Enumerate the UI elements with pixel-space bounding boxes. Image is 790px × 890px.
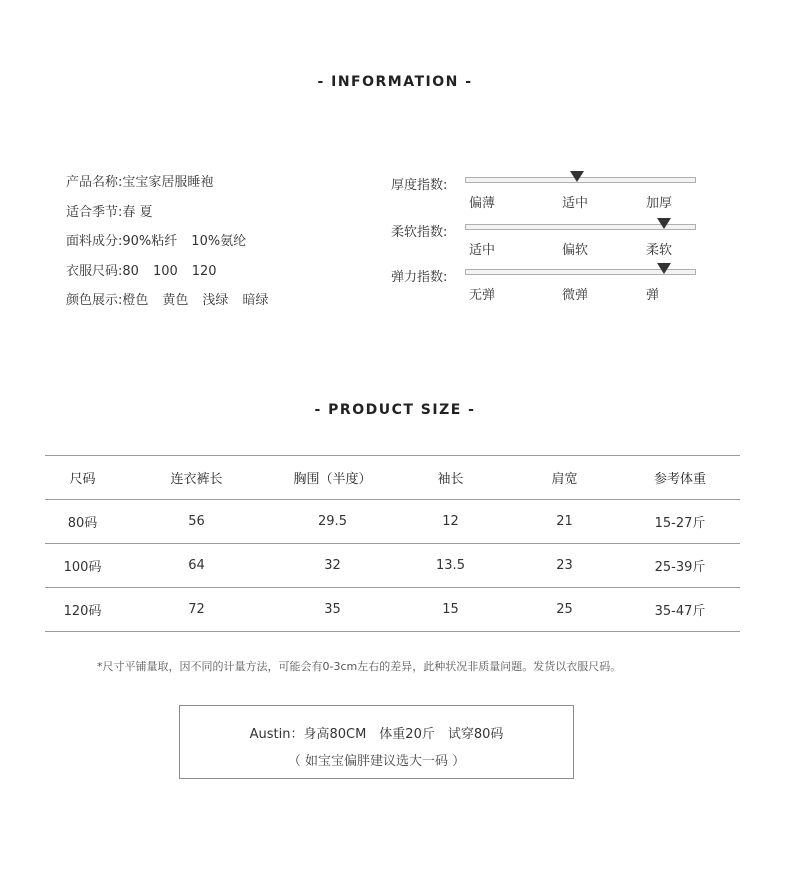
size-table-header-cell: 袖长 <box>392 456 509 500</box>
gauge-option-label: 弹 <box>646 288 660 303</box>
info-label: 衣服尺码: <box>66 263 123 279</box>
info-value: 90%粘纤 <box>122 234 178 249</box>
info-value: 浅绿 <box>202 293 229 308</box>
gauge-option-label: 适中 <box>469 243 496 258</box>
gauge-label: 弹力指数: <box>391 270 448 285</box>
gauge-marker-icon <box>657 263 671 274</box>
model-fit-box <box>179 705 574 779</box>
gauge-option-label: 偏软 <box>562 243 589 258</box>
size-table-header-row <box>45 456 740 500</box>
info-label: 面料成分: <box>66 234 123 249</box>
size-table-row <box>45 500 740 544</box>
info-value: 暗绿 <box>242 293 269 308</box>
size-table-cell: 15 <box>392 588 509 632</box>
gauge-option-label: 无弹 <box>469 288 496 303</box>
size-table-cell: 120码 <box>45 588 120 632</box>
gauge-label: 柔软指数: <box>391 225 448 240</box>
size-table-row <box>45 544 740 588</box>
gauge-option-label: 适中 <box>562 196 589 211</box>
info-label: 颜色展示: <box>66 293 123 308</box>
size-table-header-cell: 肩宽 <box>509 456 620 500</box>
size-table-header-cell: 尺码 <box>45 456 120 500</box>
size-table-cell: 32 <box>273 544 392 588</box>
measurement-note: *尺寸平铺量取，因不同的计量方法，可能会有0-3cm左右的差异，此种状况非质量问题。发货以衣服尺码。 <box>97 660 622 673</box>
gauge-option-label: 微弹 <box>562 288 589 303</box>
info-value: 100 <box>152 263 178 279</box>
size-table-cell: 25-39斤 <box>620 544 740 588</box>
size-table-header-cell: 胸围（半度） <box>273 456 392 500</box>
size-table-cell: 80码 <box>45 500 120 544</box>
info-value: 黄色 <box>162 293 189 308</box>
info-row <box>66 230 282 260</box>
info-row <box>66 289 282 319</box>
size-table <box>45 455 740 632</box>
size-table-header-cell: 参考体重 <box>620 456 740 500</box>
info-value: 80 <box>122 263 139 279</box>
info-label: 产品名称: <box>66 175 123 190</box>
size-table-row <box>45 588 740 632</box>
elasticity-index-gauge <box>391 266 701 312</box>
info-row <box>66 201 282 231</box>
size-table-cell: 72 <box>120 588 273 632</box>
size-advice-line: （ 如宝宝偏胖建议选大一码 ） <box>287 754 466 769</box>
gauge-label: 厚度指数: <box>391 178 448 193</box>
size-table-cell: 35-47斤 <box>620 588 740 632</box>
size-table-cell: 56 <box>120 500 273 544</box>
product-size-title: - PRODUCT SIZE - <box>314 402 476 418</box>
size-table-cell: 64 <box>120 544 273 588</box>
info-value: 橙色 <box>122 293 149 308</box>
info-label: 适合季节: <box>66 204 123 220</box>
size-table-cell: 35 <box>273 588 392 632</box>
information-title: - INFORMATION - <box>317 74 473 90</box>
gauge-marker-icon <box>570 171 584 182</box>
size-table-cell: 21 <box>509 500 620 544</box>
size-table-cell: 23 <box>509 544 620 588</box>
size-table-header-cell: 连衣裤长 <box>120 456 273 500</box>
size-table-cell: 12 <box>392 500 509 544</box>
softness-index-gauge <box>391 221 701 267</box>
info-row <box>66 171 282 201</box>
info-value: 120 <box>191 263 217 279</box>
gauge-option-label: 柔软 <box>646 243 673 258</box>
size-table-cell: 100码 <box>45 544 120 588</box>
thickness-index-gauge <box>391 174 701 220</box>
size-table-body <box>45 500 740 632</box>
gauge-marker-icon <box>657 218 671 229</box>
info-value: 春 夏 <box>122 204 153 220</box>
info-value: 10%氨纶 <box>191 234 247 249</box>
gauge-option-label: 加厚 <box>646 196 673 211</box>
size-table-cell: 15-27斤 <box>620 500 740 544</box>
model-fit-line: Austin：身高80CM 体重20斤 试穿80码 <box>249 727 504 742</box>
size-table-cell: 29.5 <box>273 500 392 544</box>
info-value: 宝宝家居服睡袍 <box>122 175 214 190</box>
info-row <box>66 260 282 290</box>
product-info-list <box>66 171 282 319</box>
size-table-cell: 25 <box>509 588 620 632</box>
gauge-option-label: 偏薄 <box>469 196 496 211</box>
size-table-cell: 13.5 <box>392 544 509 588</box>
